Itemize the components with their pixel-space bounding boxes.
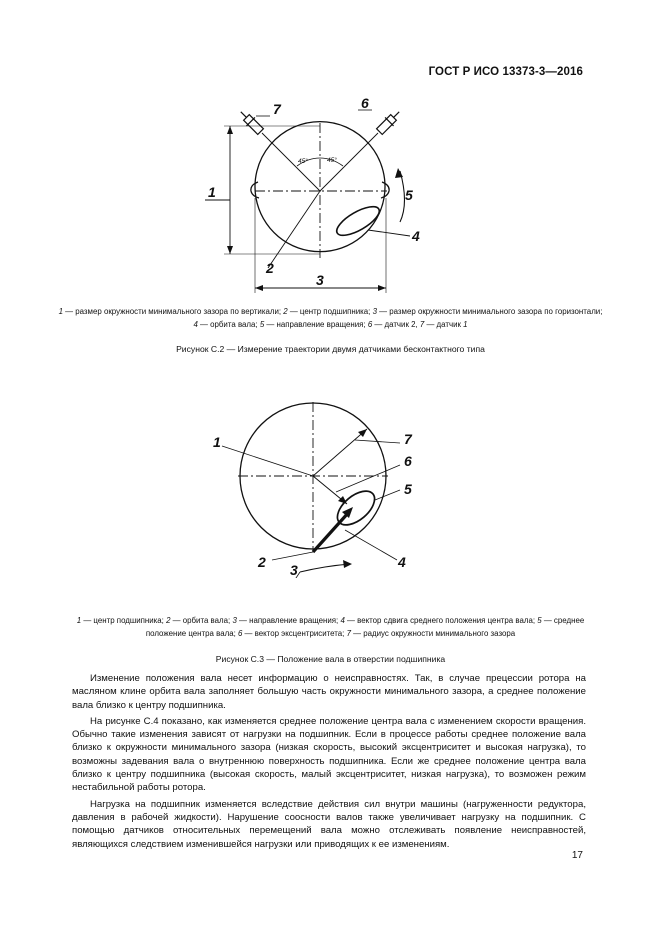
figure-c3-caption: Рисунок С.3 — Положение вала в отверстии подшипника	[215, 654, 446, 664]
fig3-label-3: 3	[290, 562, 298, 578]
leg2-text-4: — орбита вала;	[197, 319, 260, 329]
fig2-label-5: 5	[405, 187, 413, 203]
leg3-text-5: — среднее положение центра вала;	[145, 616, 585, 638]
leg2-text-7: — датчик	[424, 319, 464, 329]
leg3-num-4: 4	[340, 616, 345, 625]
leg2-text-6: — датчик 2,	[372, 319, 420, 329]
fig3-label-1: 1	[213, 434, 221, 450]
fig2-label-6: 6	[361, 95, 369, 111]
leg3-text-3: — направление вращения;	[236, 616, 341, 625]
leg3-num-1: 1	[76, 616, 82, 625]
leg3-text-7: — радиус окружности минимального зазора	[350, 628, 516, 638]
fig3-label-4: 4	[398, 554, 406, 570]
fig2-label-1: 1	[208, 184, 216, 200]
figure-c2-drawing	[0, 88, 661, 296]
fig2-label-4: 4	[412, 228, 420, 244]
leg3-text-6: — вектор эксцентриситета;	[242, 628, 347, 638]
angle-label-right: 45°	[327, 157, 337, 164]
figure-c2-caption: Рисунок С.2 — Измерение траектории двумя датчиками бесконтактного типа	[176, 344, 485, 354]
figure-c2	[0, 88, 661, 296]
leg3-text-1: — центр подшипника;	[81, 616, 167, 625]
leg2-text-2: — центр подшипника;	[287, 307, 373, 316]
leg2-num-8: 1	[463, 319, 468, 329]
leg2-text-3: — размер окружности минимального зазора по горизонтали;	[376, 307, 603, 316]
figure-c3	[0, 402, 661, 578]
angle-label-left: 45°	[298, 158, 308, 165]
leg2-num-5: 5	[259, 319, 265, 329]
fig2-label-7: 7	[273, 101, 281, 117]
document-header: ГОСТ Р ИСО 13373-3—2016	[428, 66, 583, 78]
fig3-label-2: 2	[258, 554, 266, 570]
fig3-label-7: 7	[404, 431, 412, 447]
leg2-num-2: 2	[283, 307, 288, 316]
paragraph: Нагрузка на подшипник изменяется вследствие действия сил внутри машины (нагруженности редуктора, давления в рабочей жидкости). Нарушение соосности валов также увеличивает нагрузку на подшипник. С помощью датчиков относительных перемещений вала можно отслеживать появление неисправностей, являющихся следствием изменившейся нагрузки или приводящих к ее изменениям.	[72, 798, 586, 850]
leg2-num-7: 7	[419, 319, 425, 329]
leg3-num-5: 5	[537, 616, 542, 625]
fig2-label-3: 3	[316, 272, 324, 288]
page-number: 17	[571, 850, 583, 861]
leg3-num-7: 7	[346, 628, 351, 638]
fig3-label-5: 5	[404, 481, 412, 497]
leg2-num-4: 4	[193, 319, 198, 329]
leg2-text-5: — направление вращения;	[264, 319, 368, 329]
leg3-text-4: — вектор сдвига среднего положения центра вала;	[344, 616, 538, 625]
body-text	[72, 672, 586, 854]
figure-c2-legend	[58, 306, 603, 331]
figure-c3-drawing	[0, 402, 661, 578]
paragraph: На рисунке С.4 показано, как изменяется среднее положение центра вала с изменением скорости вращения. Обычно такие изменения зависят от нагрузки на подшипник. Если в процессе работы среднее положение вала близко к окружности минимального зазора (низкая скорость, высокий эксцентриситет и высокая нагрузка), то возможны задевания вала о внутреннюю поверхность подшипника. Если же среднее положение центра вала близко к центру подшипника (высокая скорость, малый эксцентриситет, низкая нагрузка), то возможен режим нестабильной работы ротора.	[72, 715, 586, 794]
fig2-label-2: 2	[266, 260, 274, 276]
leg3-text-2: — орбита вала;	[170, 616, 233, 625]
leg2-text-1: — размер окружности минимального зазора по вертикали;	[62, 307, 284, 316]
leg3-num-2: 2	[166, 616, 171, 625]
leg2-num-3: 3	[372, 307, 377, 316]
paragraph: Изменение положения вала несет информацию о неисправностях. Так, в случае прецессии ротора на масляном клине орбита вала заполняет большую часть окружности минимального зазора, а среднее положение вала близко к центру подшипника.	[72, 673, 586, 711]
leg2-num-6: 6	[367, 319, 373, 329]
figure-c3-legend	[58, 615, 603, 640]
fig3-label-6: 6	[404, 453, 412, 469]
leg2-num-1: 1	[58, 307, 63, 316]
leg3-num-3: 3	[232, 616, 237, 625]
leg3-num-6: 6	[237, 628, 243, 638]
